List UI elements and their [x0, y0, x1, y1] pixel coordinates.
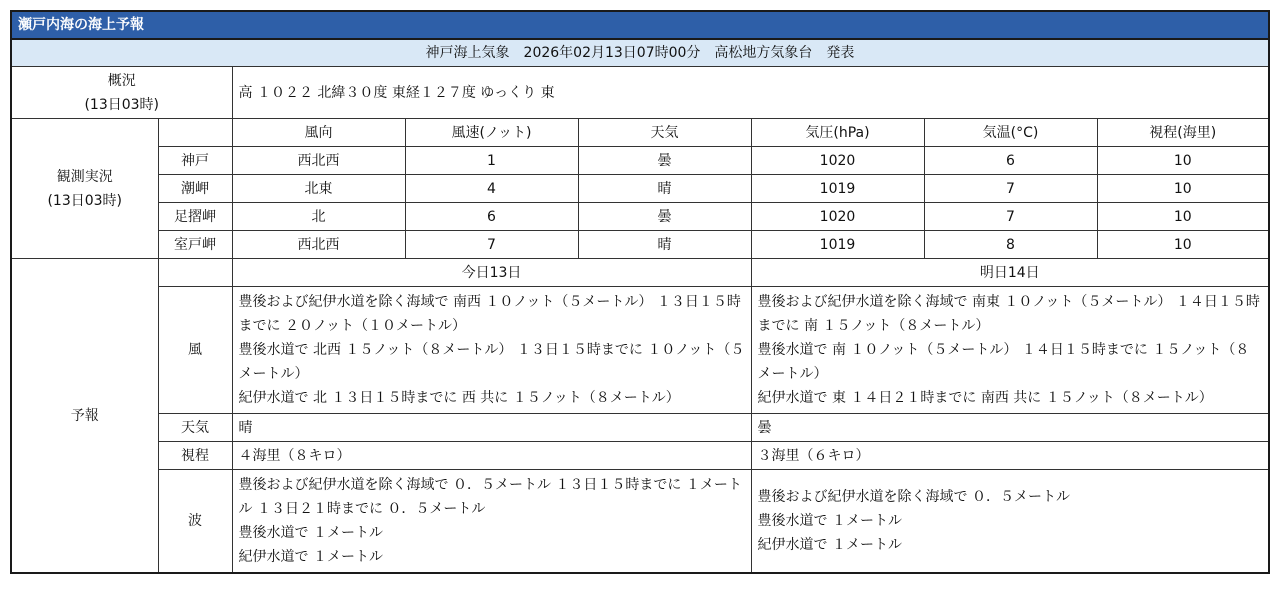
obs-value: 10: [1097, 175, 1269, 203]
visibility-today: ４海里（８キロ）: [232, 442, 751, 470]
obs-value: 7: [924, 175, 1097, 203]
station-name: 足摺岬: [158, 203, 232, 231]
obs-value: 西北西: [232, 147, 405, 175]
table-row: [11, 231, 1269, 259]
obs-value: 4: [405, 175, 578, 203]
station-name: 潮岬: [158, 175, 232, 203]
obs-value: 曇: [578, 203, 751, 231]
wave-today: 豊後および紀伊水道を除く海域で ０．５メートル １３日１５時までに １メートル １３日２１時までに ０．５メートル 豊後水道で １メートル 紀伊水道で １メートル: [232, 470, 751, 574]
visibility-tomorrow: ３海里（６キロ）: [751, 442, 1269, 470]
weather-label: 天気: [158, 414, 232, 442]
header-pressure: 気圧(hPa): [751, 119, 924, 147]
obs-value: 10: [1097, 231, 1269, 259]
wind-tomorrow: 豊後および紀伊水道を除く海域で 南東 １０ノット（５メートル） １４日１５時までに 南 １５ノット（８メートル） 豊後水道で 南 １０ノット（５メートル） １４日１５時までに １５ノット（８メートル） 紀伊水道で 東 １４日２１時までに 南西 共に １５ノット（８メートル）: [751, 287, 1269, 414]
obs-value: 北: [232, 203, 405, 231]
header-wind-direction: 風向: [232, 119, 405, 147]
overview-label: 概況 (13日03時): [11, 67, 232, 119]
weather-today: 晴: [232, 414, 751, 442]
issue-info: 神戸海上気象 2026年02月13日07時00分 高松地方気象台 発表: [11, 39, 1269, 67]
overview-text: 高 １０２２ 北緯３０度 東経１２７度 ゆっくり 東: [232, 67, 1269, 119]
table-row: [11, 203, 1269, 231]
obs-value: 10: [1097, 203, 1269, 231]
obs-value: 7: [924, 203, 1097, 231]
forecast-today-header: 今日13日: [232, 259, 751, 287]
obs-value: 晴: [578, 231, 751, 259]
obs-value: 10: [1097, 147, 1269, 175]
wind-label: 風: [158, 287, 232, 414]
obs-value: 6: [405, 203, 578, 231]
wind-today: 豊後および紀伊水道を除く海域で 南西 １０ノット（５メートル） １３日１５時までに ２０ノット（１０メートル） 豊後水道で 北西 １５ノット（８メートル） １３日１５時までに １０ノット（５メートル） 紀伊水道で 北 １３日１５時までに 西 共に １５ノット（８メートル）: [232, 287, 751, 414]
obs-value: 7: [405, 231, 578, 259]
header-wind-speed: 風速(ノット): [405, 119, 578, 147]
observation-header-blank: [158, 119, 232, 147]
table-row: [11, 147, 1269, 175]
obs-value: 1019: [751, 175, 924, 203]
obs-value: 1: [405, 147, 578, 175]
obs-value: 晴: [578, 175, 751, 203]
obs-value: 北東: [232, 175, 405, 203]
obs-value: 8: [924, 231, 1097, 259]
obs-value: 曇: [578, 147, 751, 175]
obs-value: 1020: [751, 147, 924, 175]
obs-value: 6: [924, 147, 1097, 175]
visibility-label: 視程: [158, 442, 232, 470]
station-name: 室戸岬: [158, 231, 232, 259]
wave-tomorrow: 豊後および紀伊水道を除く海域で ０．５メートル 豊後水道で １メートル 紀伊水道で １メートル: [751, 470, 1269, 574]
obs-value: 1019: [751, 231, 924, 259]
marine-forecast-table: [10, 10, 1270, 574]
station-name: 神戸: [158, 147, 232, 175]
forecast-header-blank: [158, 259, 232, 287]
obs-value: 1020: [751, 203, 924, 231]
wave-label: 波: [158, 470, 232, 574]
weather-tomorrow: 曇: [751, 414, 1269, 442]
forecast-tomorrow-header: 明日14日: [751, 259, 1269, 287]
table-row: [11, 175, 1269, 203]
forecast-label: 予報: [11, 259, 158, 574]
observation-label: 観測実況 (13日03時): [11, 119, 158, 259]
header-weather: 天気: [578, 119, 751, 147]
obs-value: 西北西: [232, 231, 405, 259]
page-title: 瀬戸内海の海上予報: [11, 11, 1269, 39]
header-temperature: 気温(°C): [924, 119, 1097, 147]
header-visibility: 視程(海里): [1097, 119, 1269, 147]
